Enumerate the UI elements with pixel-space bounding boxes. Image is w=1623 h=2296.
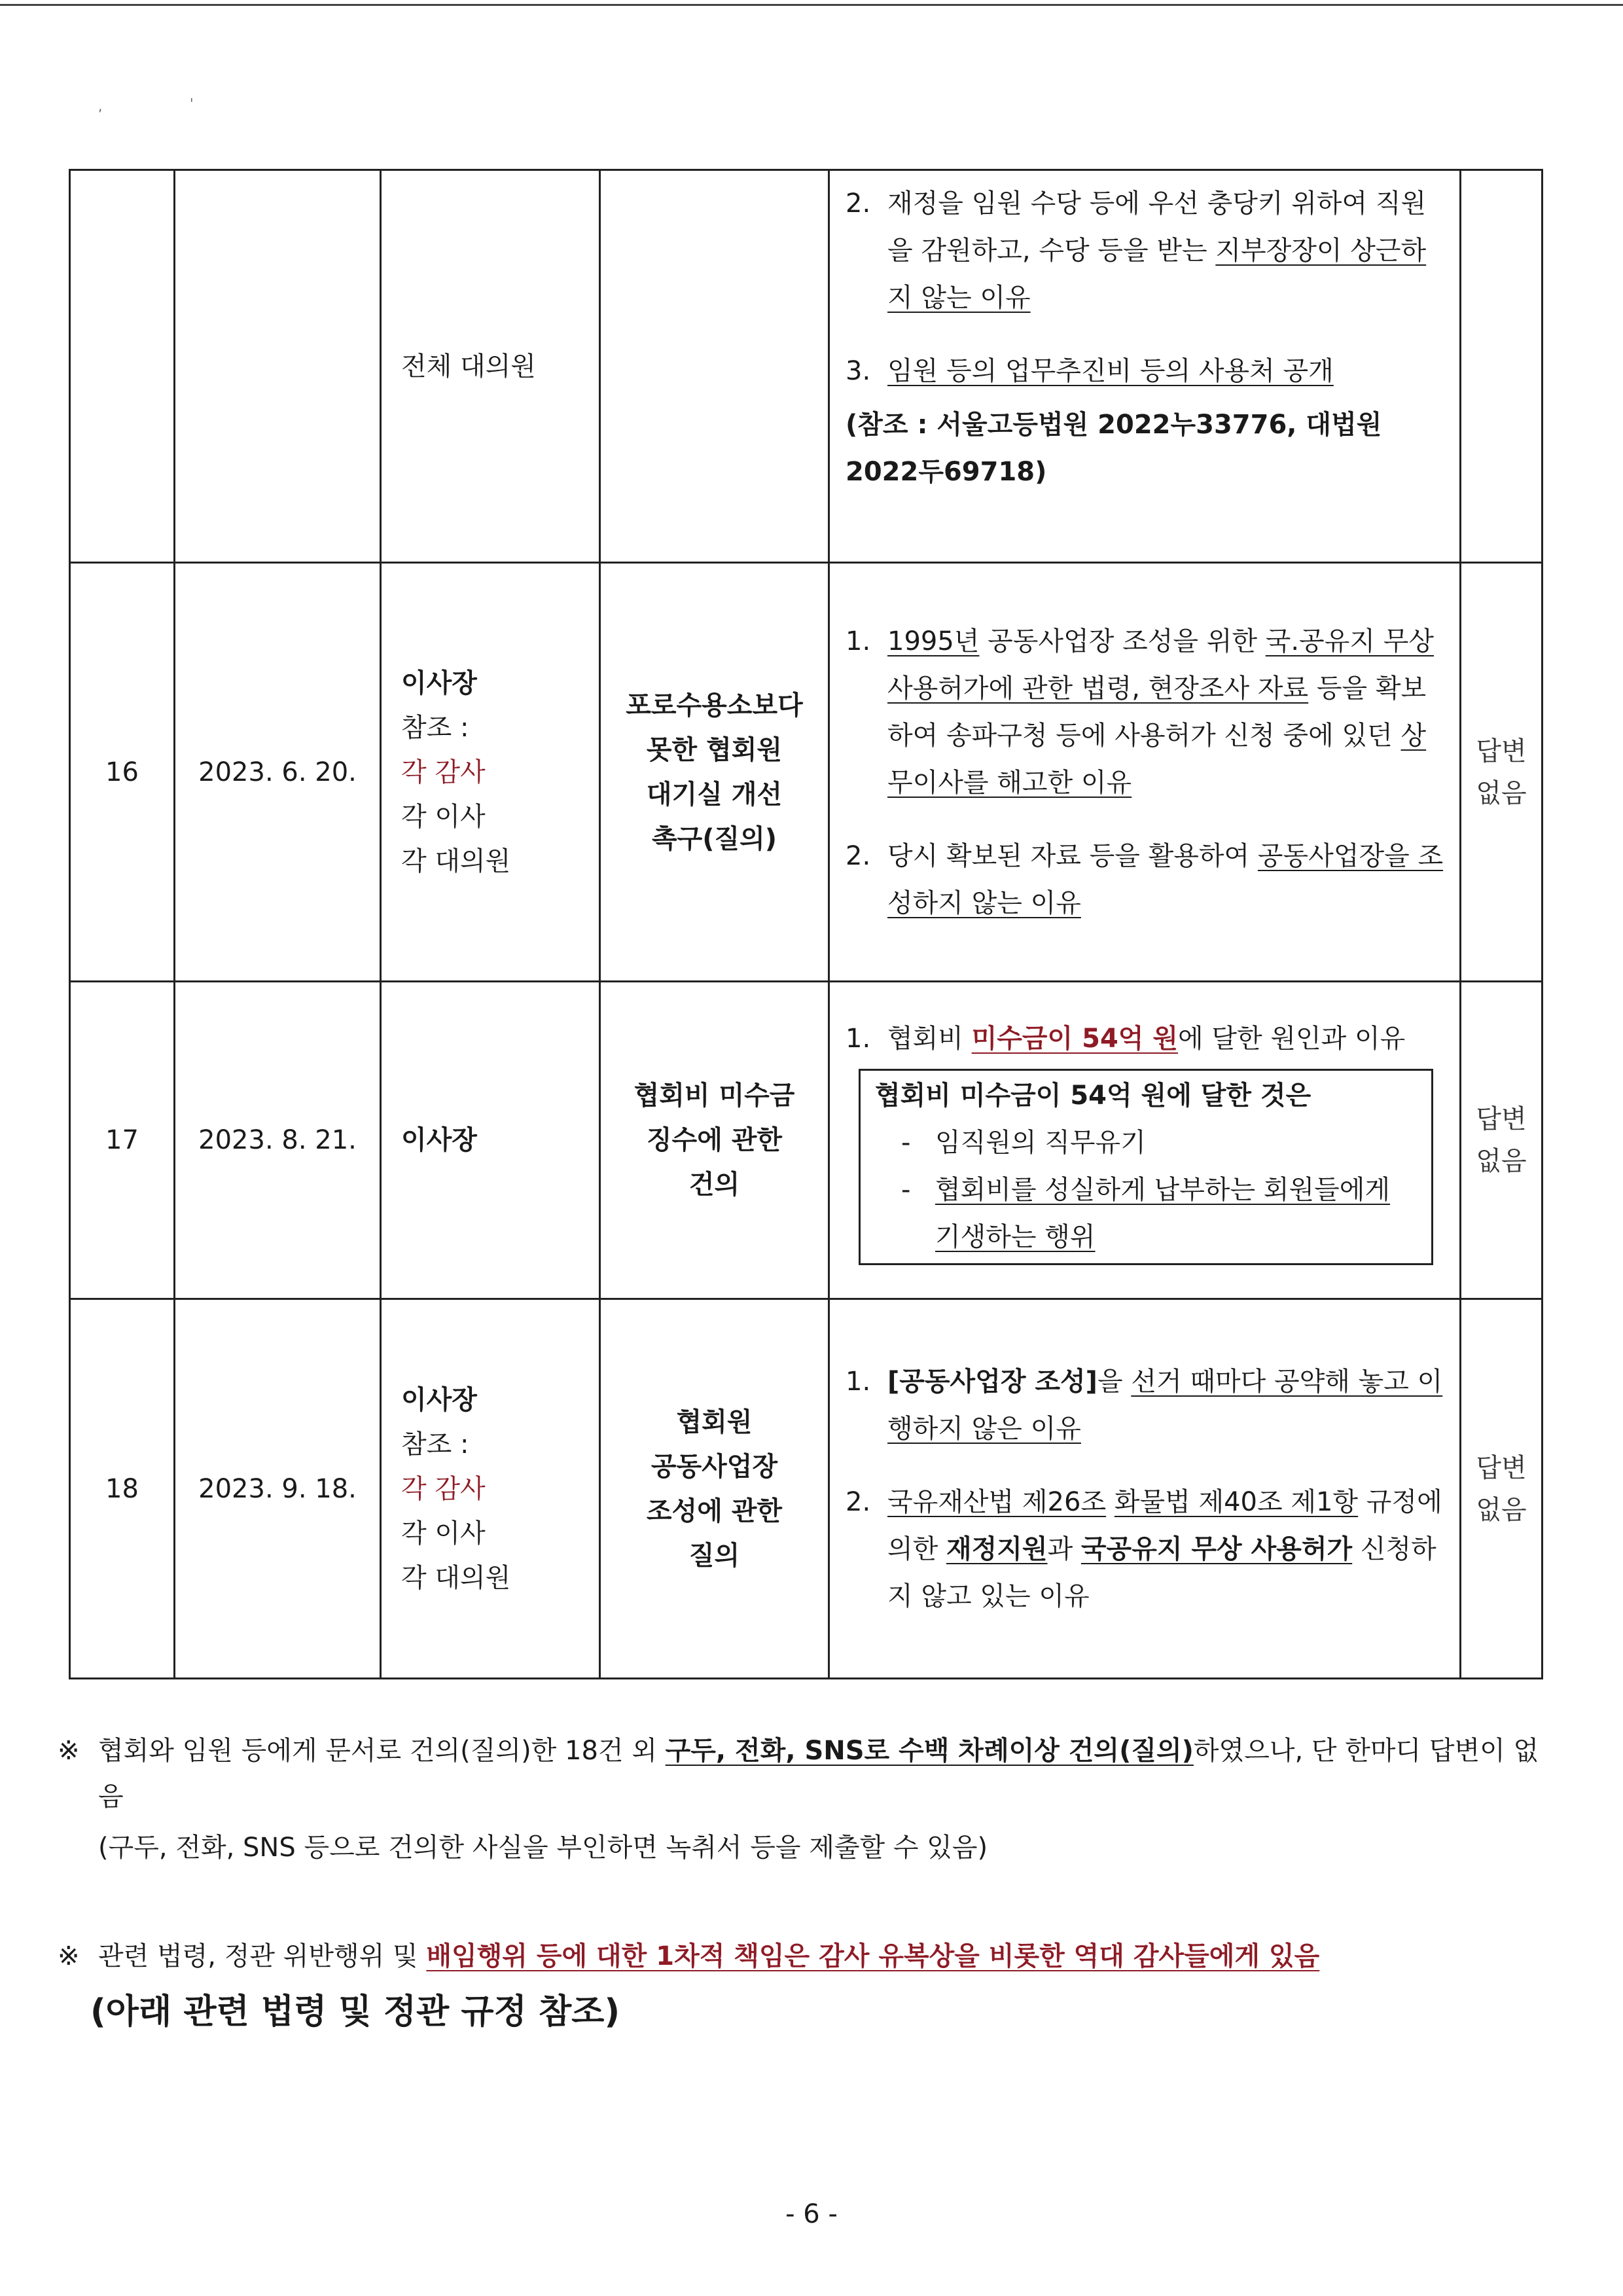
item-number: 3. — [846, 356, 871, 386]
recipient-line: 이사장 — [401, 1384, 477, 1415]
item-number: 1. — [846, 1024, 871, 1054]
item-text — [887, 833, 1446, 927]
cell-date: 2023. 8. 21. — [175, 982, 381, 1299]
reference-mark: ※ — [58, 1736, 80, 1766]
detail-item — [846, 348, 1446, 395]
item-text-part: 재정을 임원 수당 등에 우선 충당키 위하여 직원을 감원하고, 수당 등을 받는 — [887, 188, 1427, 266]
cell-recipients — [381, 1299, 600, 1679]
cell-answer — [1461, 170, 1543, 563]
summary-bullet — [875, 1119, 1421, 1166]
item-text-part: 재정지원 — [946, 1534, 1048, 1564]
cell-subject — [600, 982, 829, 1299]
subject-line: 못한 협회원 — [646, 734, 783, 765]
subject-line: 협회원 — [676, 1407, 753, 1437]
cell-number — [70, 170, 175, 563]
table-row — [70, 1299, 1543, 1679]
recipient-line: 이사장 — [401, 668, 477, 698]
item-text-part: 과 — [1047, 1534, 1081, 1564]
page-number: - 6 - — [785, 2199, 838, 2229]
summary-bullet — [875, 1166, 1421, 1261]
item-text-part — [1106, 1487, 1115, 1517]
cell-details — [829, 170, 1461, 563]
cell-date — [175, 170, 381, 563]
bullet-dash: - — [901, 1175, 911, 1205]
answer-line: 답변 — [1476, 736, 1527, 766]
item-text-part: 협회비 — [887, 1024, 972, 1054]
note-1-highlight: 구두, 전화, SNS로 수백 차례이상 건의(질의) — [665, 1736, 1194, 1766]
cell-answer — [1461, 1299, 1543, 1679]
item-text-part: 공동사업장을 조성하지 않는 이유 — [887, 840, 1444, 918]
reference-mark: ※ — [58, 1941, 80, 1971]
item-text-part: 지부장장이 상근하지 않는 이유 — [887, 236, 1427, 313]
detail-item — [846, 833, 1446, 927]
cell-recipients — [381, 170, 600, 563]
note-1-text: 협회와 임원 등에게 문서로 건의(질의)한 18건 외 — [98, 1736, 666, 1766]
top-rule — [0, 4, 1623, 6]
item-text-part: 당시 확보된 자료 등을 활용하여 — [887, 840, 1258, 871]
item-number: 1. — [846, 1366, 871, 1397]
note-2-text: 관련 법령, 정관 위반행위 및 — [98, 1941, 427, 1971]
cell-answer — [1461, 563, 1543, 982]
item-text-part: 상무이사를 해고한 이유 — [887, 720, 1427, 798]
scan-speck: ' — [190, 96, 194, 111]
item-text-part: 신청하지 않고 있는 이유 — [887, 1534, 1436, 1611]
cell-answer — [1461, 982, 1543, 1299]
subject-line: 포로수용소보다 — [626, 690, 803, 721]
answer-line: 답변 — [1476, 1104, 1527, 1134]
recipient-line: 참조 : — [401, 1429, 469, 1460]
cell-recipients — [381, 563, 600, 982]
detail-item — [846, 1358, 1446, 1452]
recipient-line: 참조 : — [401, 712, 469, 743]
answer-line: 없음 — [1476, 1494, 1527, 1525]
item-text-part: 국유재산법 제26조 — [887, 1486, 1107, 1517]
cell-number: 17 — [70, 982, 175, 1299]
cell-subject — [600, 563, 829, 982]
cell-number: 18 — [70, 1299, 175, 1679]
item-text — [887, 348, 1446, 395]
notes-section — [58, 1728, 1556, 2045]
subject-line: 건의 — [688, 1170, 740, 1200]
scan-speck: , — [98, 98, 103, 114]
table-row — [70, 563, 1543, 982]
item-text-part: 임원 등의 업무추진비 등의 사용처 공개 — [887, 356, 1334, 386]
subject-line: 협회비 미수금 — [633, 1081, 795, 1111]
item-text — [887, 1358, 1446, 1452]
subject-line: 공동사업장 — [651, 1451, 778, 1482]
item-text — [887, 180, 1446, 321]
item-text-part: 등을 확보하여 송파구청 등에 사용허가 신청 중에 있던 — [887, 673, 1427, 751]
detail-item — [846, 1479, 1446, 1620]
note-2 — [58, 1933, 1556, 1979]
item-text-part: 1995년 — [887, 626, 980, 656]
answer-line: 없음 — [1476, 1146, 1527, 1176]
recipient-line: 전체 대의원 — [401, 351, 536, 382]
note-1-parenthetical: (구두, 전화, SNS 등으로 건의한 사실을 부인하면 녹취서 등을 제출할 수 있음) — [98, 1833, 988, 1863]
item-number: 2. — [846, 840, 871, 871]
cell-subject — [600, 170, 829, 563]
item-text-part: 화물법 제40조 제1항 — [1114, 1486, 1359, 1517]
item-number: 2. — [846, 188, 871, 219]
subject-line: 대기실 개선 — [646, 779, 783, 810]
summary-box — [859, 1069, 1433, 1265]
item-text-part: 미수금이 54억 원 — [971, 1024, 1178, 1054]
note-2-highlight: 배임행위 등에 대한 1차적 책임은 감사 유복상을 비롯한 역대 감사들에게 있음 — [426, 1941, 1320, 1971]
subject-line: 촉구(질의) — [651, 823, 777, 854]
subject-line: 징수에 관한 — [646, 1125, 783, 1155]
recipient-line: 이사장 — [401, 1125, 477, 1155]
note-1-tail: 하였으나, 단 한마디 답변이 없음 — [98, 1736, 1539, 1812]
cell-number: 16 — [70, 563, 175, 982]
subject-line: 질의 — [688, 1540, 740, 1571]
item-text-part: 선거 때마다 공약해 놓고 이행하지 않은 이유 — [887, 1366, 1443, 1444]
bullet-text: 협회비를 성실하게 납부하는 회원들에게 기생하는 행위 — [935, 1175, 1391, 1252]
recipient-line: 각 이사 — [401, 801, 486, 832]
cell-details — [829, 982, 1461, 1299]
cell-details — [829, 1299, 1461, 1679]
cell-date: 2023. 6. 20. — [175, 563, 381, 982]
table-row — [70, 170, 1543, 563]
recipient-line: 각 대의원 — [401, 846, 511, 876]
item-text-part: 규정에 의한 — [887, 1486, 1442, 1564]
legal-reference: (참조 : 서울고등법원 2022누33776, 대법원 2022두69718) — [846, 410, 1382, 487]
detail-item — [846, 180, 1446, 321]
item-text-part: 국.공유지 무상사용허가에 관한 법령, 현장조사 자료 — [887, 626, 1434, 704]
detail-item — [846, 1015, 1446, 1062]
item-text — [887, 1015, 1446, 1062]
bullet-dash: - — [901, 1128, 911, 1158]
section-heading: (아래 관련 법령 및 정관 규정 참조) — [90, 1992, 620, 2032]
table-row — [70, 982, 1543, 1299]
detail-item — [846, 618, 1446, 806]
cell-recipients — [381, 982, 600, 1299]
recipient-line: 각 감사 — [401, 757, 486, 787]
answer-line: 없음 — [1476, 778, 1527, 808]
recipient-line: 각 감사 — [401, 1473, 486, 1504]
recipient-line: 각 대의원 — [401, 1562, 511, 1593]
item-number: 2. — [846, 1486, 871, 1517]
cell-details — [829, 563, 1461, 982]
recipient-line: 각 이사 — [401, 1518, 486, 1549]
item-text — [887, 618, 1446, 806]
item-number: 1. — [846, 626, 871, 656]
item-text-part: [공동사업장 조성] — [887, 1366, 1097, 1397]
bullet-text: 임직원의 직무유기 — [935, 1128, 1146, 1158]
item-text — [887, 1479, 1446, 1620]
item-text-part: 에 달한 원인과 이유 — [1178, 1024, 1406, 1054]
note-1 — [58, 1728, 1556, 1820]
cell-subject — [600, 1299, 829, 1679]
answer-line: 답변 — [1476, 1452, 1527, 1483]
summary-box-title: 협회비 미수금이 54억 원에 달한 것은 — [875, 1081, 1311, 1111]
item-text-part: 을 — [1097, 1366, 1132, 1397]
item-text-part: 공동사업장 조성을 위한 — [979, 626, 1266, 656]
cell-date: 2023. 9. 18. — [175, 1299, 381, 1679]
inquiry-table — [69, 169, 1543, 1679]
item-text-part: 국공유지 무상 사용허가 — [1080, 1534, 1353, 1564]
subject-line: 조성에 관한 — [646, 1496, 783, 1526]
